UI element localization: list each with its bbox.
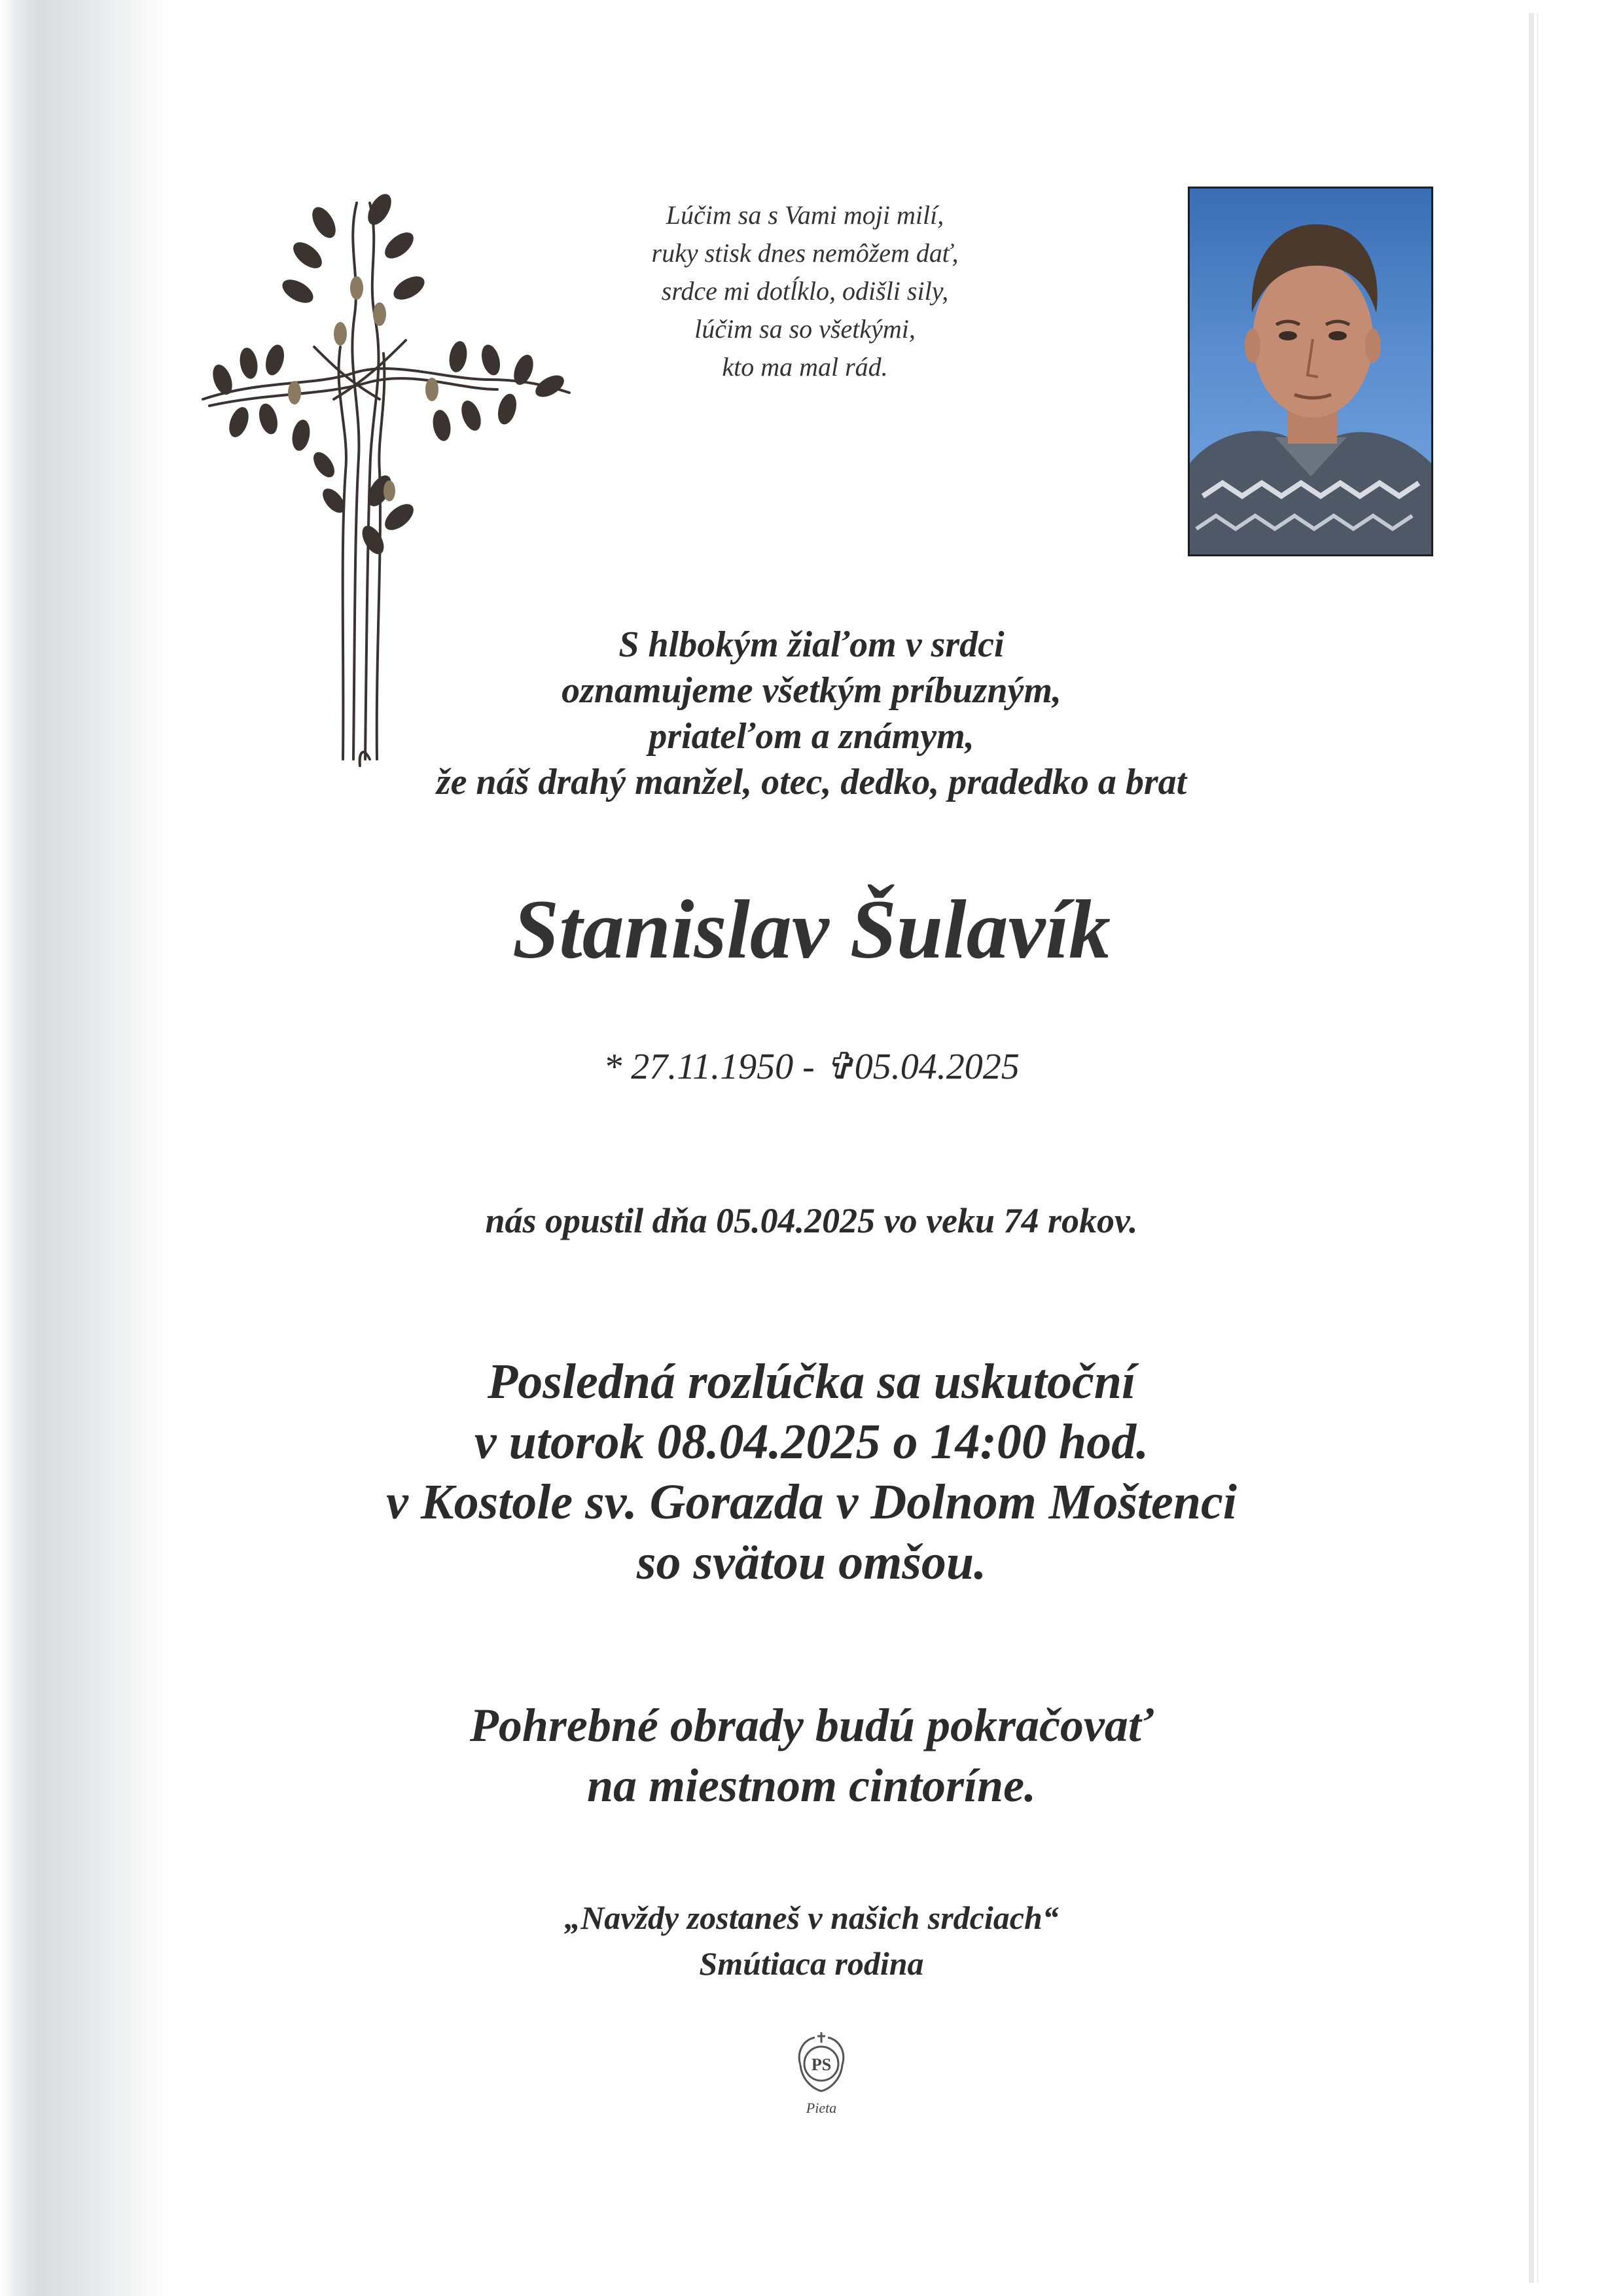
page-shadow-left bbox=[0, 0, 170, 2296]
poem-line: srdce mi dotĺklo, odišli sily, bbox=[661, 276, 949, 306]
poem-line: Lúčim sa s Vami moji milí, bbox=[666, 200, 944, 230]
life-dates bbox=[196, 1044, 1427, 1090]
deceased-name: Stanislav Šulavík bbox=[512, 883, 1111, 976]
closing-quote: „Navždy zostaneš v našich srdciach“ bbox=[564, 1899, 1059, 1936]
intro-line: priateľom a známym, bbox=[649, 716, 974, 757]
poem-line: kto ma mal rád. bbox=[722, 352, 888, 382]
poem-line: ruky stisk dnes nemôžem dať, bbox=[651, 238, 959, 268]
intro-line: oznamujeme všetkým príbuzným, bbox=[562, 670, 1061, 711]
rites-line: Pohrebné obrady budú pokračovať bbox=[469, 1699, 1154, 1751]
cross-icon: ✞ bbox=[823, 1047, 855, 1087]
page-edge-right bbox=[1529, 13, 1534, 2283]
closing bbox=[196, 1895, 1427, 1986]
farewell-line: v Kostole sv. Gorazda v Dolnom Moštenci bbox=[386, 1475, 1237, 1530]
pieta-logo-icon bbox=[789, 2026, 854, 2111]
page-edge-right-inner bbox=[1537, 13, 1539, 2283]
portrait-photo bbox=[1188, 187, 1433, 556]
birth-date: 27.11.1950 bbox=[631, 1047, 794, 1087]
rites-line: na miestnom cintoríne. bbox=[586, 1759, 1037, 1812]
birth-mark: * bbox=[603, 1047, 622, 1087]
passing-notice: nás opustil dňa 05.04.2025 vo veku 74 rokov. bbox=[485, 1201, 1138, 1240]
farewell-line: Posledná rozlúčka sa uskutoční bbox=[487, 1354, 1136, 1409]
intro-line: S hlbokým žiaľom v srdci bbox=[618, 624, 1005, 665]
closing-signature: Smútiaca rodina bbox=[699, 1945, 924, 1982]
announcement-intro bbox=[196, 622, 1427, 805]
death-date: 05.04.2025 bbox=[854, 1047, 1020, 1087]
portrait-illustration bbox=[1190, 188, 1431, 554]
logo-monogram: PS bbox=[811, 2055, 832, 2074]
farewell-line: v utorok 08.04.2025 o 14:00 hod. bbox=[474, 1414, 1149, 1469]
farewell-details bbox=[196, 1352, 1427, 1592]
poem-line: lúčim sa so všetkými, bbox=[694, 314, 916, 344]
poem bbox=[510, 196, 1099, 386]
logo-label: Pieta bbox=[806, 2100, 837, 2116]
farewell-line: so svätou omšou. bbox=[636, 1535, 987, 1590]
burial-rites bbox=[196, 1695, 1427, 1816]
date-separator: - bbox=[802, 1047, 815, 1087]
intro-line: že náš drahý manžel, otec, dedko, pradedko a brat bbox=[436, 762, 1187, 802]
